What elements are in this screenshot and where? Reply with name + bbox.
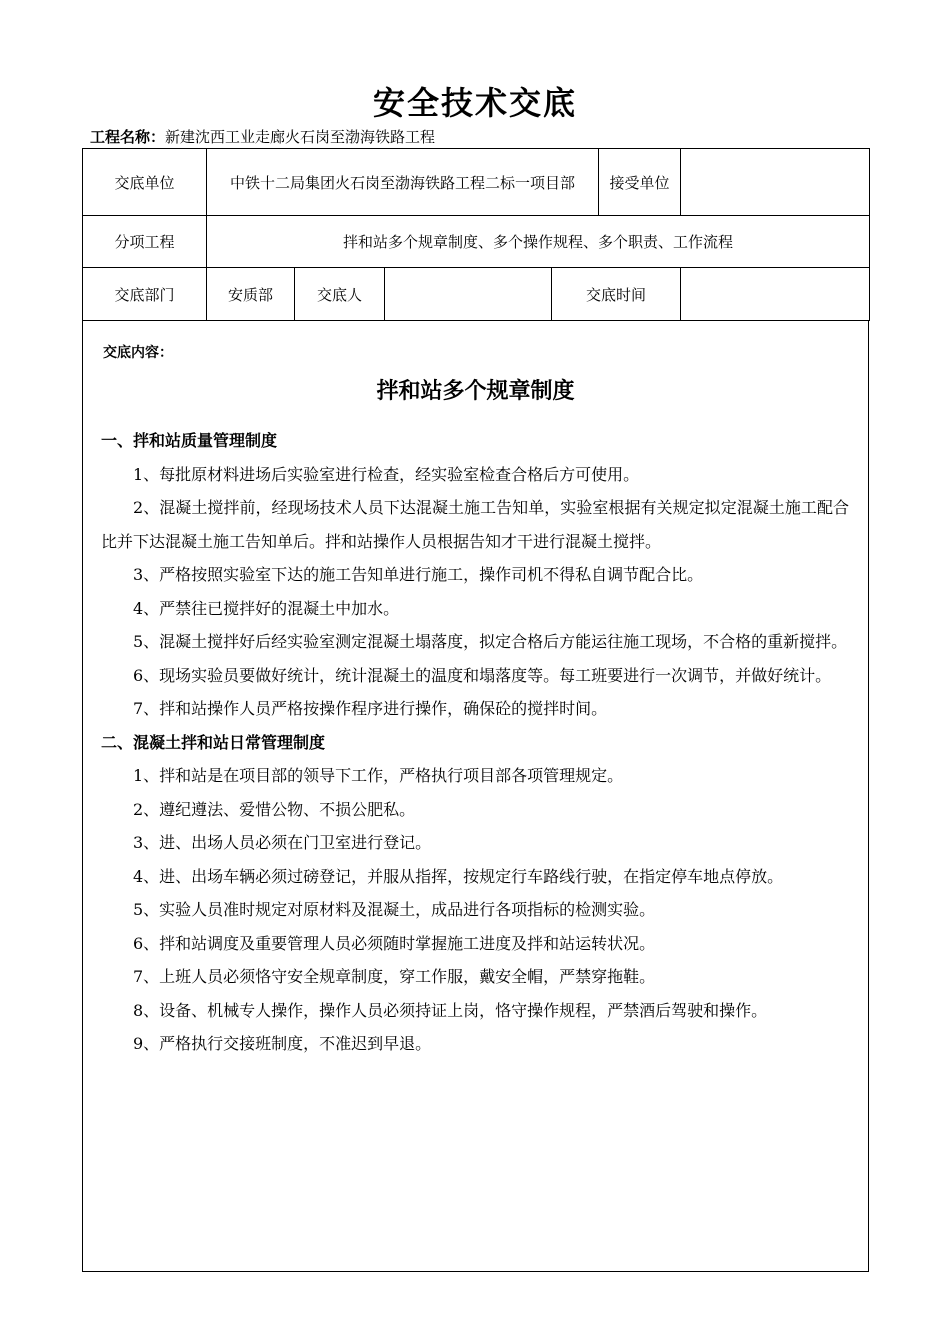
row-unit (83, 149, 870, 216)
list-item: 2、混凝土搅拌前，经现场技术人员下达混凝土施工告知单，实验室根据有关规定拟定混凝土施工配合比并下达混凝土施工告知单后。拌和站操作人员根据告知才干进行混凝土搅拌。 (101, 498, 849, 551)
project-label: 工程名称： (90, 128, 166, 146)
list-item: 7、上班人员必须恪守安全规章制度，穿工作服，戴安全帽，严禁穿拖鞋。 (133, 967, 656, 986)
row-subproject (83, 216, 870, 268)
presenter-label: 交底人 (295, 268, 385, 321)
list-item: 5、实验人员准时规定对原材料及混凝土，成品进行各项指标的检测实验。 (133, 900, 656, 919)
row-department (83, 268, 870, 321)
presenter-value (385, 268, 552, 321)
list-item: 1、每批原材料进场后实验室进行检查，经实验室检查合格后方可使用。 (133, 464, 640, 484)
list-item: 9、严格执行交接班制度，不准迟到早退。 (133, 1034, 432, 1053)
content-box (82, 320, 869, 1272)
content-header: 交底内容： (103, 345, 173, 361)
info-table (82, 148, 870, 321)
department-value: 安质部 (207, 268, 295, 321)
list-item: 6、现场实验员要做好统计，统计混凝土的温度和塌落度等。每工班要进行一次调节，并做好统计。 (133, 665, 832, 685)
list-item: 1、拌和站是在项目部的领导下工作，严格执行项目部各项管理规定。 (133, 766, 624, 785)
section-heading: 二、混凝土拌和站日常管理制度 (101, 732, 326, 752)
unit-label: 交底单位 (83, 149, 207, 216)
project-name: 新建沈西工业走廊火石岗至渤海铁路工程 (165, 128, 436, 146)
receiver-value (681, 149, 870, 216)
list-item: 4、严禁往已搅拌好的混凝土中加水。 (133, 598, 400, 618)
subproject-label: 分项工程 (83, 216, 207, 268)
list-item: 3、严格按照实验室下达的施工告知单进行施工，操作司机不得私自调节配合比。 (133, 565, 704, 584)
list-item: 7、拌和站操作人员严格按操作程序进行操作，确保砼的搅拌时间。 (133, 699, 608, 718)
content-subtitle: 拌和站多个规章制度 (376, 379, 575, 404)
list-item: 3、进、出场人员必须在门卫室进行登记。 (133, 833, 432, 852)
project-line (90, 126, 435, 147)
unit-value: 中铁十二局集团火石岗至渤海铁路工程二标一项目部 (207, 149, 599, 216)
list-item: 5、混凝土搅拌好后经实验室测定混凝土塌落度，拟定合格后方能运往施工现场，不合格的重新搅拌。 (133, 632, 848, 651)
list-item: 2、遵纪遵法、爱惜公物、不损公肥私。 (133, 799, 416, 819)
department-label: 交底部门 (83, 268, 207, 321)
list-item: 6、拌和站调度及重要管理人员必须随时掌握施工进度及拌和站运转状况。 (133, 933, 656, 953)
list-item: 8、设备、机械专人操作，操作人员必须持证上岗，恪守操作规程，严禁酒后驾驶和操作。 (133, 1000, 768, 1020)
time-label: 交底时间 (552, 268, 681, 321)
time-value (681, 268, 870, 321)
section-heading: 一、拌和站质量管理制度 (101, 431, 278, 450)
subproject-value: 拌和站多个规章制度、多个操作规程、多个职责、工作流程 (207, 216, 870, 268)
content-body (101, 424, 849, 1061)
document-title: 安全技术交底 (372, 84, 577, 122)
receiver-label: 接受单位 (599, 149, 681, 216)
list-item: 4、进、出场车辆必须过磅登记，并服从指挥，按规定行车路线行驶，在指定停车地点停放。 (133, 866, 784, 886)
